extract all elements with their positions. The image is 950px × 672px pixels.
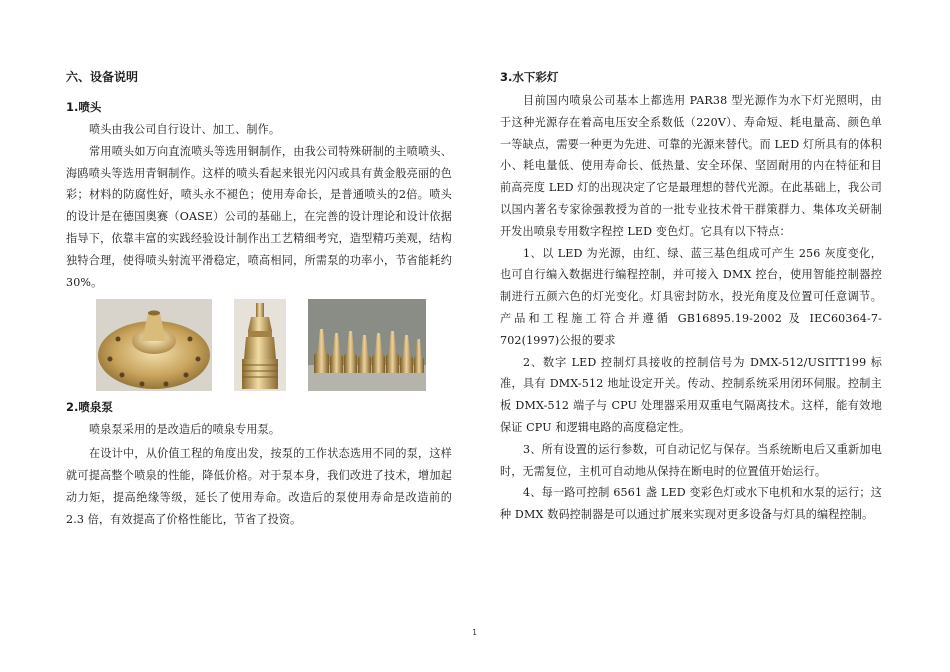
light-feature-1: 1、以 LED 为光源，由红、绿、蓝三基色组成可产生 256 灰度变化，也可自行编入数据进行编程控制，并可接入 DMX 控台，使用智能控制器控制进行五颜六色的灯光变化。灯具密封防水，投光角度及位置可任意调节。产品和工程施工符合并遵循 GB16895.19-2002 及 IEC60364-7-702(1997)公报的要求 xyxy=(500,246,882,347)
light-intro: 目前国内喷泉公司基本上都选用 PAR38 型光源作为水下灯光照明，由于这种光源存在着高电压安全系数低（220V）、寿命短、耗电量高、颜色单一等缺点，需要一种更为先进、可靠的光源来替代。而 LED 灯所具有的体积小、耗电量低、使用寿命长、低热量、安全环保、坚固耐用的内在特征和目前高亮度 LED 灯的出现决定了它是最理想的替代光源。在此基础上，我公司以国内著名专家徐强教授为首的一批专业技术骨干群策群力、集体攻关研制开发出喷泉专用数字程控 LED 变色灯。它具有以下特点： xyxy=(500,94,882,238)
pump-intro: 喷泉泵采用的是改造后的喷泉专用泵。 xyxy=(89,423,281,437)
page-number: 1 xyxy=(472,628,478,637)
nozzle-base-photo xyxy=(96,299,212,391)
pump-description: 在设计中，从价值工程的角度出发，按泵的工作状态选用不同的泵，这样就可提高整个喷泉的性能，降低价格。对于泵本身，我们改进了技术，增加起动力矩，提高绝缘等级，延长了使用寿命。改造后的泵使用寿命是改造前的 2.3 倍，有效提高了价格性能比，节省了投资。 xyxy=(66,447,452,526)
nozzle-intro: 喷头由我公司自行设计、加工、制作。 xyxy=(89,123,281,136)
nozzle-photos xyxy=(66,299,452,391)
right-column xyxy=(500,68,882,526)
light-feature-3: 3、所有设置的运行参数，可自动记忆与保存。当系统断电后又重新加电时，无需复位，主机可自动地从保持在断电时的位置值开始运行。 xyxy=(500,442,882,478)
nozzle-heading: 1.喷头 xyxy=(66,100,102,114)
nozzle-row-photo xyxy=(308,299,426,391)
light-feature-2: 2、数字 LED 控制灯具接收的控制信号为 DMX-512/USITT199 标准，具有 DMX-512 地址设定开关。传动、控制系统采用闭环伺服。控制主板 DMX-512 端子与 CPU 处理器采用双重电气隔离技术。这样，能有效地保证 CPU 和逻辑电路的高度稳定性。 xyxy=(500,355,882,434)
left-column xyxy=(66,68,452,530)
nozzle-description: 常用喷头如万向直流喷头等选用铜制作，由我公司特殊研制的主喷喷头、海鸥喷头等选用青铜制作。这样的喷头看起来银光闪闪或具有黄金般亮丽的色彩；材料的防腐性好，喷头永不褪色；使用寿命长，是普通喷头的2倍。喷头的设计是在德国奥赛（OASE）公司的基础上，在完善的设计理论和设计依据指导下，依靠丰富的实践经验设计制作出工艺精细考究，造型精巧美观，结构独特合理，使得喷头射流平滑稳定，喷高相同，所需泵的功率小，节省能耗约 30%。 xyxy=(66,144,452,289)
light-feature-4: 4、每一路可控制 6561 盏 LED 变彩色灯或水下电机和水泵的运行；这种 DMX 数码控制器是可以通过扩展来实现对更多设备与灯具的编程控制。 xyxy=(500,486,882,522)
light-heading: 3.水下彩灯 xyxy=(500,70,559,84)
single-nozzle-photo xyxy=(234,299,286,391)
section-title: 六、设备说明 xyxy=(66,70,139,84)
pump-heading: 2.喷泉泵 xyxy=(66,400,113,415)
